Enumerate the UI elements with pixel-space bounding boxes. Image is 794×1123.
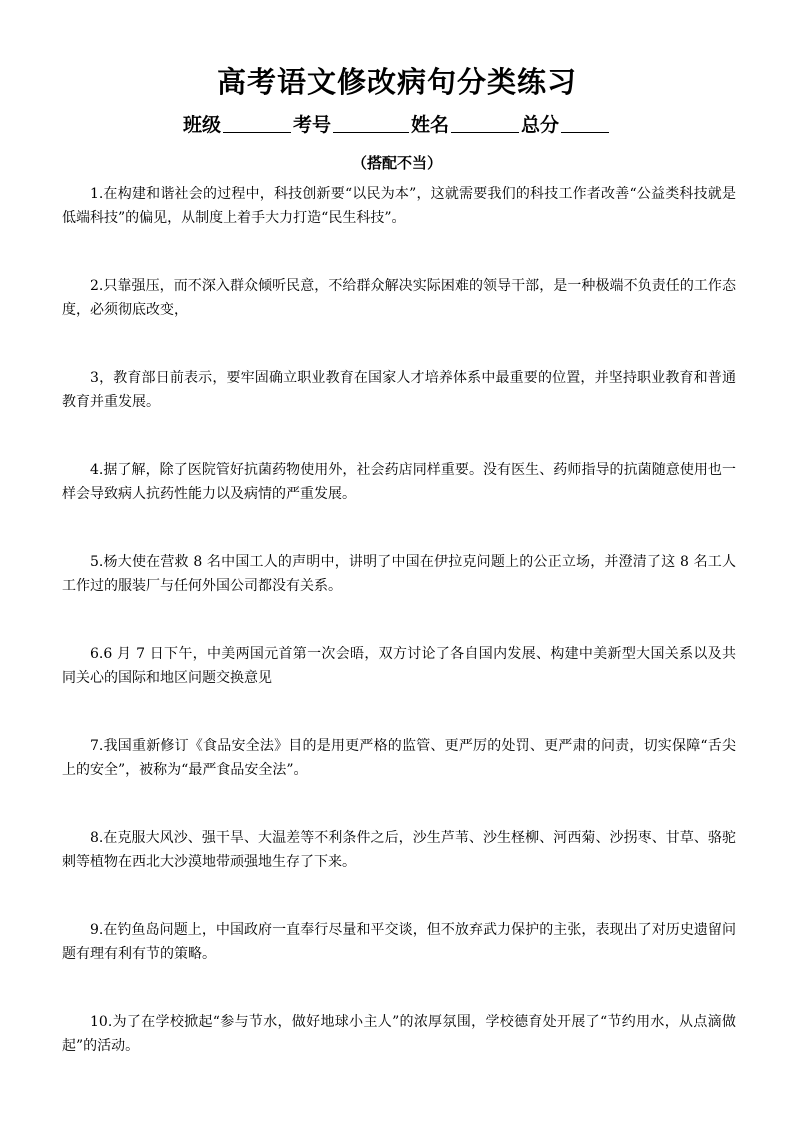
exam-number-label: 考号: [292, 114, 331, 136]
class-label: 班级: [182, 114, 221, 136]
question-item: 2.只靠强压，而不深入群众倾听民意，不给群众解决实际困难的领导干部，是一种极端不负责任的工作态度，必须彻底改变，: [62, 278, 736, 318]
name-label: 姓名: [411, 114, 450, 136]
student-info-line: [0, 110, 794, 140]
question-item: 9.在钓鱼岛问题上，中国政府一直奉行尽量和平交谈，但不放弃武力保护的主张，表现出了对历史遗留问题有理有利有节的策略。: [62, 922, 736, 962]
question-item: 6.6 月 7 日下午，中美两国元首第一次会晤，双方讨论了各自国内发展、构建中美新型大国关系以及共同关心的国际和地区问题交换意见: [62, 646, 736, 686]
question-item: 10.为了在学校掀起“参与节水，做好地球小主人”的浓厚氛围，学校德育处开展了“节约用水，从点滴做起”的活动。: [62, 1014, 736, 1054]
question-item: 4.据了解，除了医院管好抗菌药物使用外，社会药店同样重要。没有医生、药师指导的抗菌随意使用也一样会导致病人抗药性能力以及病情的严重发展。: [62, 462, 736, 502]
question-item: 5.杨大使在营救 8 名中国工人的声明中，讲明了中国在伊拉克问题上的公正立场，并澄清了这 8 名工人工作过的服装厂与任何外国公司都没有关系。: [62, 554, 736, 594]
question-item: 7.我国重新修订《食品安全法》目的是用更严格的监管、更严厉的处罚、更严肃的问责，切实保障“舌尖上的安全”，被称为“最严食品安全法”。: [62, 738, 736, 778]
question-item: 3，教育部日前表示，要牢固确立职业教育在国家人才培养体系中最重要的位置，并坚持职业教育和普通教育并重发展。: [62, 370, 736, 410]
section-heading: （搭配不当）: [351, 154, 442, 172]
score-label: 总分: [521, 114, 560, 136]
class-blank: [223, 112, 291, 133]
question-list: [62, 182, 736, 1102]
exam-number-blank: [333, 112, 409, 133]
question-item: 8.在克服大风沙、强干旱、大温差等不利条件之后，沙生芦苇、沙生柽柳、河西菊、沙拐枣、甘草、骆驼刺等植物在西北大沙漠地带顽强地生存了下来。: [62, 830, 736, 870]
page-title: 高考语文修改病句分类练习: [216, 65, 577, 99]
question-item: 1.在构建和谐社会的过程中，科技创新要“以民为本”，这就需要我们的科技工作者改善“公益类科技就是低端科技”的偏见，从制度上着手大力打造“民生科技”。: [62, 186, 736, 226]
score-blank: [561, 112, 609, 133]
name-blank: [451, 112, 519, 133]
